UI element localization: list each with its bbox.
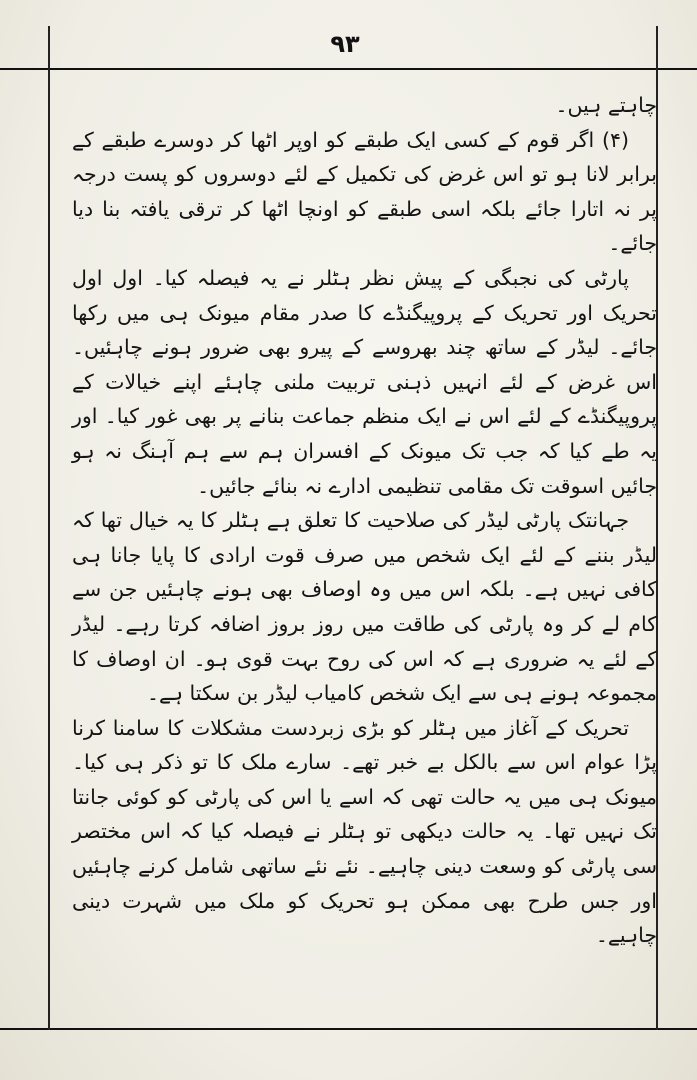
page-number: ٩٣ bbox=[330, 30, 360, 58]
paragraph: تحریک کے آغاز میں ہٹلر کو بڑی زبردست مشکلات کا سامنا کرنا پڑا عوام اس سے بالکل بے خبر تھے۔ سارے ملک کا تو ذکر ہی کیا۔ میونک ہی میں یہ حالت تھی کہ اسے یا اس کی پارٹی کو کوئی جانتا تک نہیں تھا۔ یہ حالت دیکھی تو ہٹلر نے فیصلہ کیا کہ اس مختصر سی پارٹی کو وسعت دینی چاہیے۔ نئے نئے ساتھی شامل کرنے چاہئیں اور جس طرح بھی ممکن ہو تحریک کو ملک میں شہرت دینی چاہیے۔ bbox=[72, 715, 657, 948]
paragraph: پارٹی کی نجبگی کے پیش نظر ہٹلر نے یہ فیصلہ کیا۔ اول اول تحریک اور تحریک کے پروپیگنڈے کا صدر مقام میونک ہی میں رکھا جائے۔ لیڈر کے ساتھ چند بھروسے کے پیرو بھی ضرور ہونے چاہئیں۔ اس غرض کے لئے انہیں ذہنی تربیت ملنی چاہئے اپنے خیالات کے پروپیگنڈے کے لئے اس نے ایک منظم جماعت بنانے پر بھی غور کیا۔ اور یہ طے کیا کہ جب تک میونک کے افسران ہم سے ہم آہنگ نہ ہو جائیں اسوقت تک مقامی تنظیمی ادارے نہ بنائے جائیں۔ bbox=[72, 265, 657, 498]
bottom-rule bbox=[0, 1028, 697, 1030]
top-rule bbox=[0, 68, 697, 70]
paragraph: چاہتے ہیں۔ bbox=[555, 93, 657, 117]
body-text bbox=[72, 88, 657, 953]
paragraph: (۴) اگر قوم کے کسی ایک طبقے کو اوپر اٹھا کر دوسرے طبقے کے برابر لانا ہو تو اس غرض کی تکمیل کے لئے دوسروں کو پست درجہ پر نہ اتارا جائے بلکہ اسی طبقے کو اونچا اٹھا کر ترقی یافتہ بنا دیا جائے۔ bbox=[72, 127, 657, 256]
left-margin-line bbox=[48, 26, 50, 1030]
paragraph: جہانتک پارٹی لیڈر کی صلاحیت کا تعلق ہے ہٹلر کا یہ خیال تھا کہ لیڈر بننے کے لئے ایک شخص میں صرف قوت ارادی کا پایا جانا ہی کافی نہیں ہے۔ بلکہ اس میں وہ اوصاف بھی ہونے چاہئیں جن سے کام لے کر وہ پارٹی کی طاقت میں روز بروز اضافہ کرتا رہے۔ لیڈر کے لئے یہ ضروری ہے کہ اس کی روح بہت قوی ہو۔ ان اوصاف کا مجموعہ ہونے ہی سے ایک شخص کامیاب لیڈر بن سکتا ہے۔ bbox=[72, 508, 657, 706]
